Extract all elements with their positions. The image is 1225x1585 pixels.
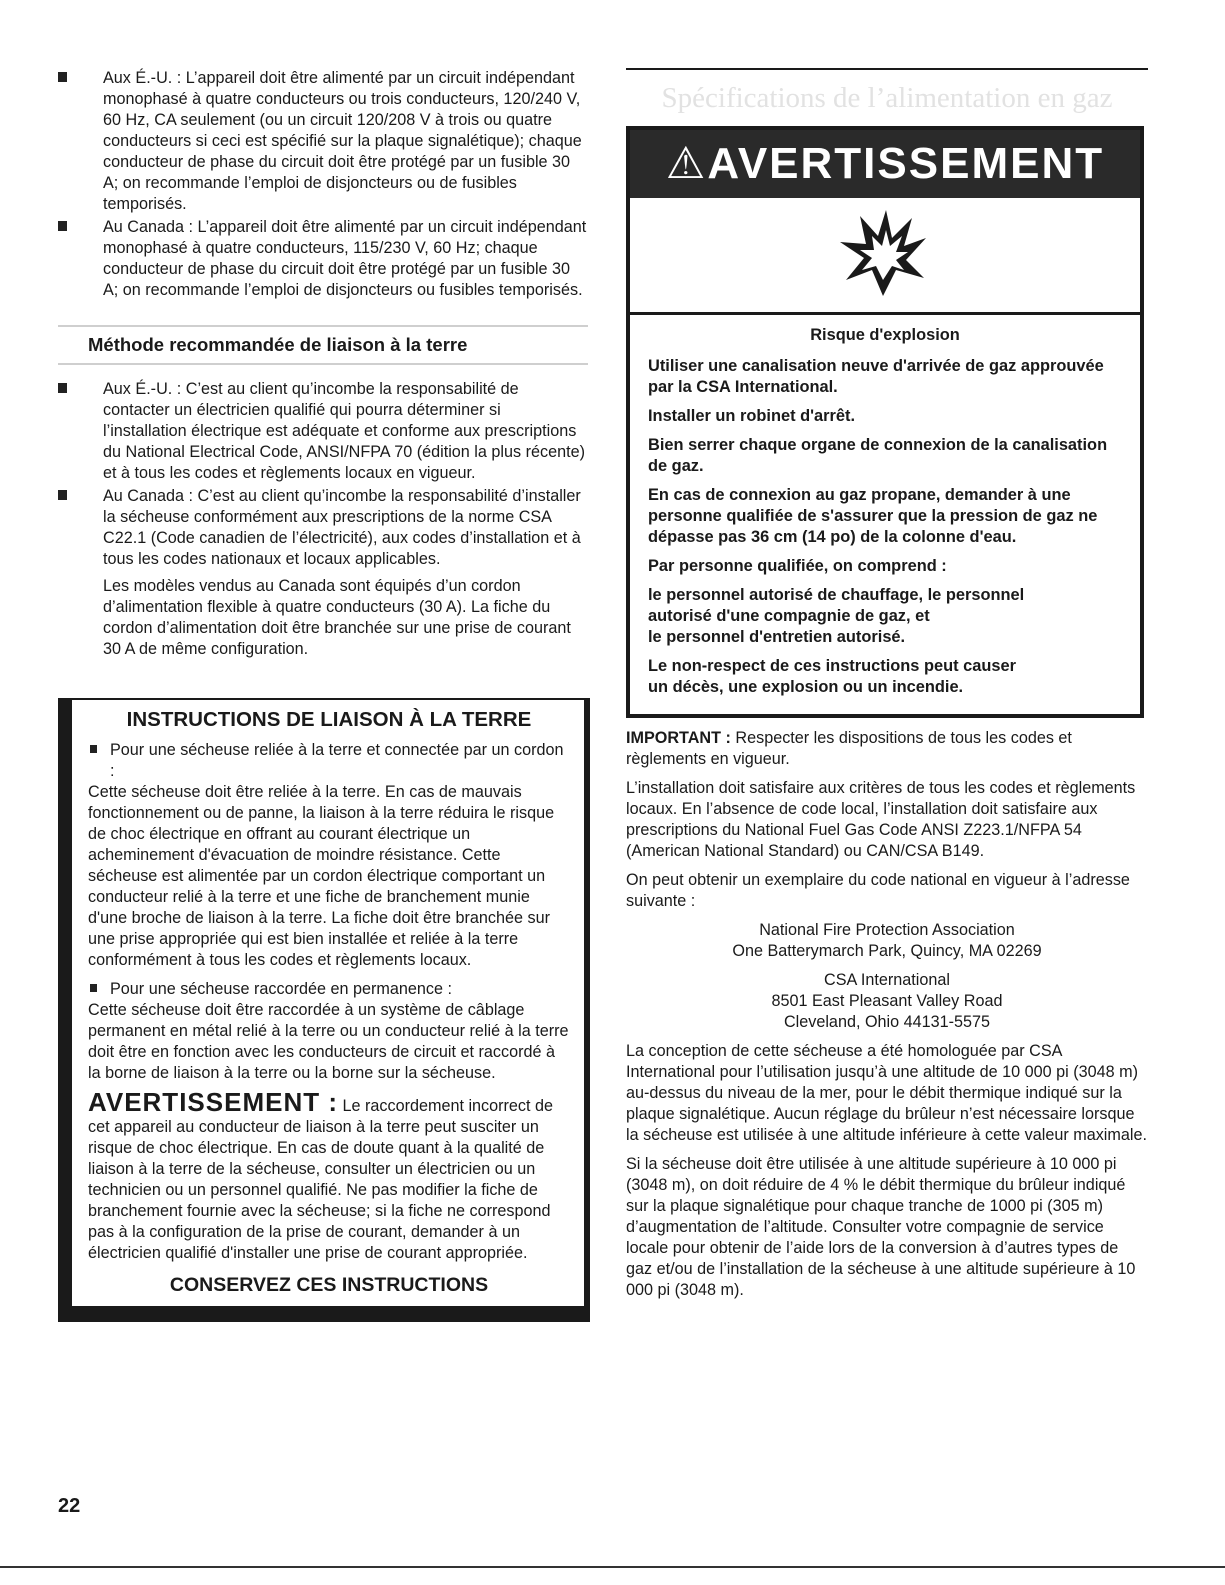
obtain-code: On peut obtenir un exemplaire du code national en vigueur à l’adresse suivante : [626,871,1130,910]
bullet-usa-power [58,68,588,215]
canada-note: Les modèles vendus au Canada sont équipés d’un cordon d’alimentation flexible à quatre conducteurs (30 A). La fiche du cordon d’alimentation doit être branchée sur une prise de courant 30 A de même configuration. [103,577,571,658]
gas-spec-title: Spécifications de l’alimentation en gaz [661,82,1113,114]
bullet-text: Pour une sécheuse raccordée en permanence : [110,980,452,998]
bullet-canada-ground [58,486,588,570]
address-line: Cleveland, Ohio 44131-5575 [783,1013,991,1031]
bottom-divider [0,1566,1225,1568]
altitude-derate: Si la sécheuse doit être utilisée à une altitude supérieure à 10 000 pi (3048 m), on doit réduire de 4 % le débit thermique du brûleur indiqué sur la plaque signalétique pour chaque tranche de 1000 pi (305 m) d’augmentation de l’altitude. Consulter votre compagnie de service locale pour obtenir de l’aide lors de la conversion à d’autres types de gaz et/ou de l’installation de la sécheuse à une altitude supérieure à 10 000 pi (3048 m). [626,1155,1136,1299]
address-line: 8501 East Pleasant Valley Road [771,992,1003,1010]
section-title-grounding: Méthode recommandée de liaison à la terre [58,325,588,365]
bullet-square-icon [58,221,67,231]
bullet-canada-power [58,217,588,301]
grounding-warning-text: Le raccordement incorrect de cet appareil au conducteur de liaison à la terre peut susciter un risque de choc électrique. En cas de doute quant à la qualité de liaison à la terre de la sécheuse, consulter un électricien ou un technicien ou un personnel qualifié. Ne pas modifier la fiche de branchement fournie avec la sécheuse; si la fiche ne correspond pas à la configuration de la prise de courant, demander à un électricien qualifié d'installer une prise de courant appropriée. [88,1097,554,1262]
address-line: CSA International [824,971,950,989]
right-column [626,68,1148,1309]
bullet-text: Pour une sécheuse reliée à la terre et connectée par un cordon : [110,741,564,780]
install-requirements: L’installation doit satisfaire aux critères de tous les codes et règlements locaux. En l’absence de code local, l’installation doit satisfaire aux prescriptions du National Fuel Gas Code ANSI Z223.1/NFPA 54 (American National Standard) ou CAN/CSA B149. [626,779,1136,860]
grounding-box-title: INSTRUCTIONS DE LIAISON À LA TERRE [126,708,532,731]
warning-p6-line2: autorisé d'une compagnie de gaz, et [648,607,930,625]
bullet-square-icon [58,383,67,393]
grounding-bullet-cord [88,740,570,782]
grounding-para-permanent: Cette sécheuse doit être raccordée à un système de câblage permanent en métal relié à la terre ou un conducteur relié à la terre doit être en fonction avec les conducteurs de circuit et raccordé à la borne de liaison à la terre ou la borne sur la sécheuse. [88,1001,569,1082]
bullet-square-icon [58,72,67,82]
warning-p2: Installer un robinet d'arrêt. [648,407,855,425]
warning-p7 [648,656,1122,698]
address-nfpa [626,920,1148,962]
address-line: One Batterymarch Park, Quincy, MA 02269 [732,942,1042,960]
warning-p3: Bien serrer chaque organe de connexion de la canalisation de gaz. [648,436,1108,475]
important-text: Respecter les dispositions de tous les codes et règlements en vigueur. [626,729,1072,768]
bullet-square-icon [90,745,97,753]
bullet-text: Aux É.-U. : L’appareil doit être alimenté par un circuit indépendant monophasé à quatre conducteurs ou trois conducteurs, 120/240 V, 60 Hz, CA seulement (ou un circuit 120/208 V à trois ou quatre conducteurs si ceci est spécifié sur la plaque signalétique); chaque conducteur de phase du circuit doit être protégé par un fusible 30 A; on recommande l’emploi de disjoncteurs ou de fusibles temporisés. [103,69,582,213]
warning-p4: En cas de connexion au gaz propane, demander à une personne qualifiée de s'assurer que la pression de gaz ne dépasse pas 36 cm (14 po) de la colonne d'eau. [648,486,1098,546]
bullet-text: Au Canada : C’est au client qu’incombe la responsabilité d’installer la sécheuse conformément aux prescriptions de la norme CSA C22.1 (Code canadien de l’électricité), aux codes d’installation et à tous les codes nationaux et locaux applicables. [103,487,581,568]
warning-p7-line1: Le non-respect de ces instructions peut causer [648,657,1016,675]
warning-icon-row [630,198,1140,315]
warning-p5: Par personne qualifiée, on comprend : [648,557,947,575]
warning-p7-line2: un décès, une explosion ou un incendie. [648,678,964,696]
grounding-box-footer: CONSERVEZ CES INSTRUCTIONS [169,1274,489,1296]
bullet-square-icon [90,984,97,992]
important-note [626,728,1148,770]
top-divider [626,68,1148,70]
warning-p1: Utiliser une canalisation neuve d'arrivée de gaz approuvée par la CSA International. [648,357,1104,396]
warning-p6-line1: le personnel autorisé de chauffage, le personnel [648,586,1025,604]
grounding-warning [88,1087,570,1264]
grounding-instructions-box [58,698,590,1322]
address-line: National Fire Protection Association [759,921,1015,939]
important-label: IMPORTANT : [626,729,731,747]
address-csa [626,970,1148,1033]
page-number: 22 [58,1495,81,1517]
explosion-icon [838,208,928,298]
grounding-para-cord: Cette sécheuse doit être reliée à la terre. En cas de mauvais fonctionnement ou de panne, la liaison à la terre réduira le risque de choc électrique en offrant au courant électrique un acheminement d'évacuation de moindre résistance. Cette sécheuse est alimentée par un cordon électrique comportant un conducteur relié à la terre et une fiche de branchement munie d'une broche de liaison à la terre. La fiche doit être branchée sur une prise appropriée qui est bien installée et reliée à la terre conformément à tous les codes et règlements locaux. [88,783,555,969]
grounding-bullet-permanent [88,979,570,1000]
warning-banner [630,130,1140,198]
warning-p6-line3: le personnel d'entretien autorisé. [648,628,906,646]
bullet-text: Aux É.-U. : C’est au client qu’incombe la responsabilité de contacter un électricien qualifié qui pourra déterminer si l’installation électrique est adéquate et conforme aux prescriptions du National Electrical Code, ANSI/NFPA 70 (édition la plus récente) et à tous les codes et règlements locaux en vigueur. [103,380,585,482]
bullet-square-icon [58,490,67,500]
warning-heading: Risque d'explosion [810,326,960,344]
bullet-text: Au Canada : L’appareil doit être alimenté par un circuit indépendant monophasé à quatre conducteurs, 115/230 V, 60 Hz; chaque conducteur de phase du circuit doit être protégé par un fusible 30 A; on recommande l’emploi de disjoncteurs ou fusibles temporisés. [103,218,587,299]
warning-banner-text: AVERTISSEMENT [707,139,1105,188]
warning-body [630,315,1140,714]
bullet-usa-ground [58,379,588,484]
warning-p6 [648,585,1122,648]
design-certification: La conception de cette sécheuse a été homologuée par CSA International pour l’utilisation jusqu’à une altitude de 10 000 pi (3048 m) au-dessus du niveau de la mer, pour le débit thermique indiqué sur la plaque signalétique. Aucun réglage du brûleur n’est nécessaire lorsque la sécheuse est utilisée à une altitude inférieure à cette valeur maximale. [626,1042,1147,1144]
warning-triangle-icon: ⚠ [665,139,708,188]
grounding-warning-word: AVERTISSEMENT : [88,1087,338,1117]
explosion-warning-box [626,126,1144,718]
left-column [58,68,588,1322]
